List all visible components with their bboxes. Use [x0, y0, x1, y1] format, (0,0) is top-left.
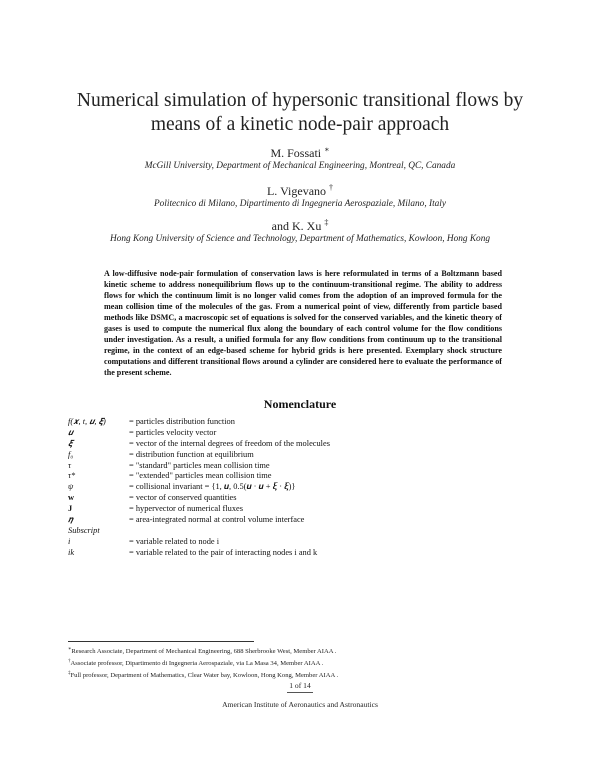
nomenclature-row: [68, 450, 548, 461]
organization-footer: American Institute of Aeronautics and Astronautics: [222, 700, 378, 709]
nomenclature-definition: = particles velocity vector: [129, 427, 217, 437]
nomenclature-symbol: J: [68, 504, 73, 514]
nomenclature-definition: = "standard" particles mean collision time: [129, 460, 270, 470]
footnote: [68, 657, 548, 669]
nomenclature-symbol: 𝜼: [68, 515, 74, 525]
footnote-text: Full professor, Department of Mathematics, Clear Water bay, Kowloon, Hong Kong, Member AIAA .: [70, 671, 339, 679]
nomenclature-symbol: ik: [68, 547, 75, 557]
nomenclature-row: [68, 461, 548, 472]
nomenclature-symbol: 𝝃: [68, 438, 73, 448]
page-number: 1 of 14: [289, 681, 311, 690]
nomenclature-definition: = area-integrated normal at control volume interface: [129, 515, 305, 525]
nomenclature-subheading-row: [68, 526, 548, 537]
nomenclature-definition: = collisional invariant = {1, 𝒖, 0.5(𝒖 · 𝒖 + 𝝃 · 𝝃)}: [129, 482, 296, 492]
nomenclature-definition: = distribution function at equilibrium: [129, 449, 254, 459]
nomenclature-definition: = particles distribution function: [129, 417, 235, 426]
footnote-rule: [68, 641, 254, 642]
author-1-affiliation: McGill University, Department of Mechanical Engineering, Montreal, QC, Canada: [144, 161, 456, 171]
footnote: [68, 645, 548, 657]
nomenclature-definition: = "extended" particles mean collision time: [129, 471, 272, 481]
author-3: [0, 216, 600, 233]
footnotes: [68, 645, 548, 681]
author-1-mark: ∗: [324, 145, 330, 154]
page-number-rule: [287, 692, 313, 693]
nomenclature-row: [68, 417, 548, 428]
nomenclature-definition: = vector of the internal degrees of freedom of the molecules: [129, 438, 330, 448]
nomenclature-symbol: f₀: [68, 449, 74, 459]
author-1: [0, 143, 600, 160]
nomenclature-heading: Nomenclature: [263, 397, 337, 411]
author-2-affiliation: Politecnico di Milano, Dipartimento di Ingegneria Aerospaziale, Milano, Italy: [153, 199, 447, 209]
footnote: [68, 669, 548, 681]
nomenclature-row: [68, 548, 548, 559]
nomenclature-definition: = variable related to node i: [129, 536, 220, 546]
footnote-mark: †: [68, 658, 71, 664]
nomenclature-symbol: τ: [68, 460, 71, 470]
nomenclature-row: [68, 493, 548, 504]
nomenclature-symbol: w: [68, 493, 75, 503]
nomenclature-row: [68, 428, 548, 439]
author-1-name: M. Fossati: [270, 146, 322, 160]
author-3-affiliation: Hong Kong University of Science and Technology, Department of Mathematics, Kowloon, Hong Kong: [109, 234, 490, 244]
author-2-name: L. Vigevano: [266, 184, 327, 198]
paper-title: Numerical simulation of hypersonic transitional flows by means of a kinetic node-pair approach: [76, 90, 524, 135]
nomenclature-row: [68, 471, 548, 482]
footnote-mark: ‡: [68, 670, 71, 676]
nomenclature-row: [68, 504, 548, 515]
nomenclature-list: [68, 417, 548, 559]
nomenclature-symbol: i: [68, 536, 71, 546]
nomenclature-symbol: ψ: [68, 482, 74, 492]
author-2: [0, 181, 600, 198]
nomenclature-symbol: τ*: [68, 471, 76, 481]
nomenclature-symbol: f(𝒙, t, 𝒖, 𝝃): [68, 417, 106, 426]
nomenclature-row: [68, 537, 548, 548]
author-2-mark: †: [329, 183, 334, 192]
author-3-mark: ‡: [324, 218, 329, 227]
nomenclature-row: [68, 439, 548, 450]
nomenclature-definition: = variable related to the pair of interacting nodes i and k: [129, 547, 318, 557]
abstract: A low-diffusive node-pair formulation of conservation laws is here reformulated in terms of a Boltzmann based kinetic scheme to address nonequilibrium flows up to the continuum-transitional regime. The ability to address flows for which the continuum limit is no longer valid comes from the adoption of an improved formula for the mean collision time of the molecules of the gas. From a numerical point of view, differently from particle based methods like DSMC, a macroscopic set of equations is solved for the conserved variables, and the kinetic theory of gases is used to compute the numerical flux along the boundary of each control volume for the flow conditions under investigation. As a result, a unified formula for any flow conditions from continuum up to the transitional regime, in the context of an edge-based scheme for hybrid grids is here presented. Exemplary shock structure computations and different transitional flows around a cylinder are considered here to evaluate the performance of the present scheme.: [104, 269, 502, 377]
author-3-name: and K. Xu: [271, 219, 322, 233]
nomenclature-subheading: Subscript: [68, 525, 100, 535]
nomenclature-definition: = vector of conserved quantities: [129, 493, 237, 503]
nomenclature-row: [68, 515, 548, 526]
nomenclature-definition: = hypervector of numerical fluxes: [129, 504, 244, 514]
nomenclature-symbol: 𝒖: [68, 427, 74, 437]
nomenclature-row: [68, 482, 548, 493]
footnote-mark: ∗: [68, 647, 72, 652]
footnote-text: Research Associate, Department of Mechanical Engineering, 688 Sherbrooke West, Member AIAA .: [71, 648, 337, 656]
footnote-text: Associate professor, Dipartimento di Ingegneria Aerospaziale, via La Masa 34, Member AIAA .: [70, 660, 324, 668]
